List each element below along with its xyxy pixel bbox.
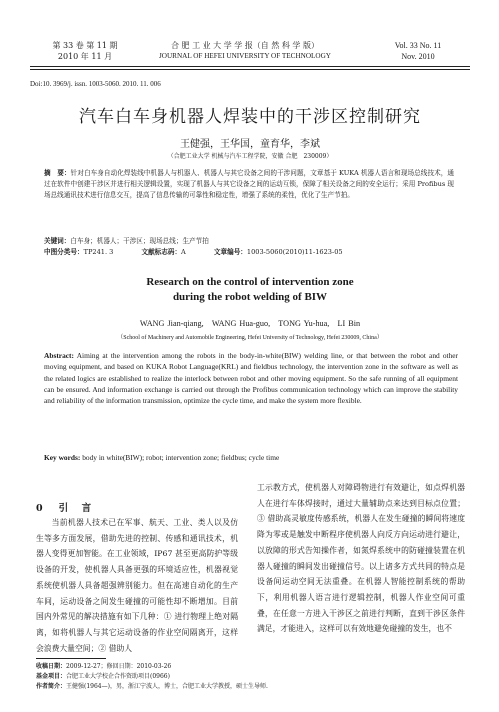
body-paragraph-left: 当前机器人技术已在军事、航天、工业、类人以及仿生等多方面发展，借助先进的控制、传感和通讯技术，机器人变得更加智能。在工业领域，IP67 甚至更高防护等级设备的开发，使机器人具备更强的环境适应性，机器视觉系统使机器人具备超强辨别能力。但在高速自动化的生产车间，运动设备之间发生碰撞的可能性却不断增加。目前国内外常见的解决措施有如下几种：① 进行物理上绝对隔离，如将机器人与其它运动设备的作业空间隔离开，这样会浪费大量空间；② 借助人 bbox=[36, 518, 238, 653]
header-journal bbox=[140, 40, 350, 62]
journal-name-en: JOURNAL OF HEFEI UNIVERSITY OF TECHNOLOGY bbox=[158, 52, 332, 60]
footnote-text: 王健强(1964—)，男，浙江宁波人，博士，合肥工业大学教授，硕士生导师. bbox=[66, 682, 268, 690]
article-value: 1003-5060(2010)11-1623-05 bbox=[246, 248, 343, 256]
article-number bbox=[214, 247, 343, 258]
date-cn: 2010 年 11 月 bbox=[57, 52, 113, 61]
paper-title-en-line1: Research on the control of intervention zone bbox=[146, 276, 354, 288]
doi: Doi:10. 3969/j. issn. 1003-5060. 2010. 11. 006 bbox=[30, 80, 161, 88]
abstract-cn-text: 针对白车身自动化焊装线中机器人与机器人、机器人与其它设备之间的干涉问题，文章基于 KUKA 机器人语言和现场总线技术，通过在软件中创建干涉区并进行相关逻辑设置，实现了机器人与其它设备之间的运动互锁，保障了相关设备之间的安全运行；采用 Profibus 现场总线通讯技术进行信息交互，提高了信息传输的可靠性和稳定性，增强了系统的柔性，优化了生产节拍。 bbox=[44, 169, 455, 199]
body-column-left bbox=[36, 515, 238, 656]
body-column-right bbox=[257, 480, 465, 637]
affiliation-en: （School of Machinery and Automobile Engineering, Hefei University of Technology, Hefei 230009, China） bbox=[117, 335, 383, 341]
footnote-rule bbox=[36, 658, 106, 659]
article-label: 文章编号： bbox=[213, 248, 247, 256]
date-en: Nov. 2010 bbox=[401, 52, 435, 61]
abstract-en-text: Aiming at the intervention among the robots in the body-in-white(BIW) welding line, or that between the robot and other moving equipment, and based on KUKA Robot Language(KRL) and fieldbus technology, the intervention zone in the software as well as the related logics are established to realize the interlock between robot and other moving equipment. So the safe running of all equipment can be ensured. And information exchange is carried out through the Profibus communication technology which can improve the stability and reliability of the information transmission, optimize the cycle time, and make the system more flexible. bbox=[44, 351, 459, 406]
authors-en: WANG Jian-qiang, WANG Hua-guo, TONG Yu-hua, LI Bin bbox=[139, 319, 361, 328]
header-rule-thin bbox=[30, 69, 470, 70]
paper-title-en bbox=[30, 275, 470, 305]
document-code bbox=[141, 247, 185, 258]
clc-label: 中图分类号： bbox=[44, 248, 84, 256]
footnote-funding bbox=[36, 672, 466, 682]
clc-number bbox=[44, 247, 113, 258]
header-rule bbox=[30, 66, 470, 67]
footnote-label: 收稿日期： bbox=[36, 663, 67, 670]
footnote-received bbox=[36, 662, 466, 672]
doc-label: 文献标志码： bbox=[141, 248, 182, 256]
footnotes bbox=[36, 662, 466, 691]
footnote-text: 2009-12-27；修回日期：2010-03-26 bbox=[66, 663, 172, 670]
header-volume-en bbox=[368, 40, 468, 62]
footnote-author bbox=[36, 682, 466, 692]
header-volume-issue bbox=[30, 40, 140, 62]
section-title: 引 言 bbox=[58, 503, 94, 514]
body-paragraph-right: 工示教方式，使机器人对障碍物进行有效避让，如点焊机器人在进行车体焊接时，通过大量辅助点来达到目标点位置；③ 借助高灵敏度传感系统，机器人在发生碰撞的瞬间将速度降为零或是触发中断程序使机器人向反方向运动进行避让，以放障的形式告知操作者，如氮焊系统中的防碰撞装置在机器人碰撞的瞬间发出碰撞信号。以上诸多方式共同的特点是设备间运动空间无法重叠。在机器人智能控制系统的帮助下，利用机器人语言进行逻辑控制，机器人作业空间可重叠，在任意一方进入干涉区之前进行判断，直到干涉区条件满足，才能进入，这样可以有效地避免碰撞的发生，也不 bbox=[257, 483, 465, 634]
clc-value: TP241. 3 bbox=[83, 248, 114, 256]
volume-issue-en: Vol. 33 No. 11 bbox=[394, 41, 442, 50]
paper-title-en-line2: during the robot welding of BIW bbox=[172, 291, 328, 303]
keywords-cn-text: 白车身；机器人；干涉区；现场总线；生产节拍 bbox=[70, 237, 209, 245]
journal-name-cn: 合 肥 工 业 大 学 学 报（自 然 科 学 版） bbox=[171, 41, 319, 50]
authors-cn: 王健强，王华国，童育华，李斌 bbox=[180, 139, 320, 150]
affiliation-cn: （合肥工业大学 机械与汽车工程学院，安徽 合肥 230009） bbox=[167, 153, 333, 160]
doc-value: A bbox=[181, 248, 186, 256]
paper-title-cn: 汽车白车身机器人焊装中的干涉区控制研究 bbox=[79, 107, 421, 127]
abstract-en bbox=[44, 350, 458, 406]
volume-issue-cn: 第 33 卷 第 11 期 bbox=[52, 41, 118, 50]
keywords-en bbox=[44, 452, 458, 463]
section-heading bbox=[36, 500, 93, 514]
keywords-cn-label: 关键词： bbox=[44, 237, 71, 245]
keywords-cn bbox=[44, 236, 454, 247]
abstract-cn-label: 摘 要： bbox=[44, 169, 71, 177]
abstract-cn bbox=[44, 168, 454, 201]
keywords-en-text: body in white(BIW); robot; intervention zone; fieldbus; cycle time bbox=[82, 453, 280, 462]
keywords-en-label: Key words: bbox=[44, 453, 81, 462]
classification-line bbox=[44, 247, 464, 258]
footnote-label: 基金项目： bbox=[36, 672, 67, 680]
footnote-text: 合肥工业大学校企合作资助项目(0966) bbox=[66, 672, 170, 680]
abstract-en-label: Abstract: bbox=[44, 351, 74, 360]
footnote-label: 作者简介： bbox=[36, 682, 67, 690]
section-number: 0 bbox=[36, 503, 45, 514]
